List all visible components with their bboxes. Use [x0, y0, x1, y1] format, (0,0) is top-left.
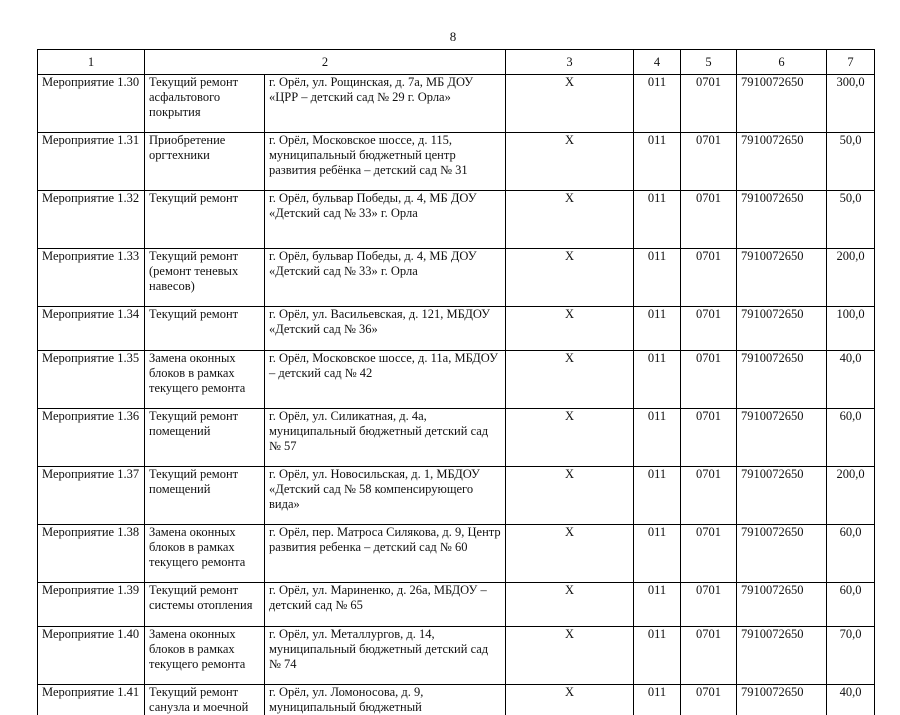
address: г. Орёл, ул. Металлургов, д. 14, муниципальный бюджетный детский сад № 74 — [265, 627, 506, 685]
event-number: Мероприятие 1.36 — [38, 409, 145, 467]
address: г. Орёл, ул. Силикатная, д. 4а, муниципальный бюджетный детский сад № 57 — [265, 409, 506, 467]
address: г. Орёл, пер. Матроса Силякова, д. 9, Центр развития ребенка – детский сад № 60 — [265, 525, 506, 583]
work-description: Текущий ремонт помещений — [145, 409, 265, 467]
col4-code: 011 — [634, 627, 681, 685]
column-number: 5 — [681, 50, 737, 75]
col6-code: 7910072650 — [737, 627, 827, 685]
col3-mark: Х — [506, 133, 634, 191]
col3-mark: Х — [506, 467, 634, 525]
col5-code: 0701 — [681, 467, 737, 525]
col3-mark: Х — [506, 409, 634, 467]
event-number: Мероприятие 1.38 — [38, 525, 145, 583]
amount: 100,0 — [827, 307, 875, 351]
column-number: 7 — [827, 50, 875, 75]
col5-code: 0701 — [681, 133, 737, 191]
event-number: Мероприятие 1.40 — [38, 627, 145, 685]
address: г. Орёл, бульвар Победы, д. 4, МБ ДОУ «Детский сад № 33» г. Орла — [265, 191, 506, 249]
page-number: 8 — [449, 29, 457, 44]
col5-code: 0701 — [681, 351, 737, 409]
event-number: Мероприятие 1.35 — [38, 351, 145, 409]
amount: 60,0 — [827, 409, 875, 467]
amount: 300,0 — [827, 75, 875, 133]
event-number: Мероприятие 1.31 — [38, 133, 145, 191]
work-description: Текущий ремонт помещений — [145, 467, 265, 525]
col3-mark: Х — [506, 351, 634, 409]
address: г. Орёл, ул. Рощинская, д. 7а, МБ ДОУ «ЦРР – детский сад № 29 г. Орла» — [265, 75, 506, 133]
col5-code: 0701 — [681, 583, 737, 627]
address: г. Орёл, ул. Мариненко, д. 26а, МБДОУ – детский сад № 65 — [265, 583, 506, 627]
col6-code: 7910072650 — [737, 685, 827, 715]
col6-code: 7910072650 — [737, 75, 827, 133]
col5-code: 0701 — [681, 191, 737, 249]
col5-code: 0701 — [681, 627, 737, 685]
address: г. Орёл, бульвар Победы, д. 4, МБ ДОУ «Детский сад № 33» г. Орла — [265, 249, 506, 307]
amount: 60,0 — [827, 583, 875, 627]
col4-code: 011 — [634, 409, 681, 467]
col4-code: 011 — [634, 191, 681, 249]
col4-code: 011 — [634, 467, 681, 525]
work-description: Замена оконных блоков в рамках текущего ремонта — [145, 525, 265, 583]
col3-mark: Х — [506, 685, 634, 715]
col5-code: 0701 — [681, 75, 737, 133]
col6-code: 7910072650 — [737, 467, 827, 525]
col5-code: 0701 — [681, 307, 737, 351]
event-number: Мероприятие 1.37 — [38, 467, 145, 525]
col5-code: 0701 — [681, 685, 737, 715]
event-number: Мероприятие 1.30 — [38, 75, 145, 133]
address: г. Орёл, Московское шоссе, д. 115, муниципальный бюджетный центр развития ребёнка – детский сад № 31 — [265, 133, 506, 191]
column-number: 1 — [38, 50, 145, 75]
col3-mark: Х — [506, 627, 634, 685]
col6-code: 7910072650 — [737, 249, 827, 307]
col4-code: 011 — [634, 583, 681, 627]
col6-code: 7910072650 — [737, 307, 827, 351]
col3-mark: Х — [506, 307, 634, 351]
col6-code: 7910072650 — [737, 525, 827, 583]
event-number: Мероприятие 1.33 — [38, 249, 145, 307]
col5-code: 0701 — [681, 249, 737, 307]
event-number: Мероприятие 1.41 — [38, 685, 145, 715]
amount: 200,0 — [827, 467, 875, 525]
col6-code: 7910072650 — [737, 409, 827, 467]
col6-code: 7910072650 — [737, 351, 827, 409]
column-number: 4 — [634, 50, 681, 75]
work-description: Текущий ремонт санузла и моечной — [145, 685, 265, 715]
column-number: 6 — [737, 50, 827, 75]
col5-code: 0701 — [681, 409, 737, 467]
col4-code: 011 — [634, 133, 681, 191]
col4-code: 011 — [634, 249, 681, 307]
column-number: 3 — [506, 50, 634, 75]
col4-code: 011 — [634, 307, 681, 351]
amount: 60,0 — [827, 525, 875, 583]
amount: 50,0 — [827, 133, 875, 191]
col4-code: 011 — [634, 351, 681, 409]
table-header-row — [38, 50, 875, 75]
amount: 200,0 — [827, 249, 875, 307]
event-number: Мероприятие 1.32 — [38, 191, 145, 249]
col3-mark: Х — [506, 583, 634, 627]
amount: 40,0 — [827, 351, 875, 409]
col4-code: 011 — [634, 685, 681, 715]
work-description: Текущий ремонт системы отопления — [145, 583, 265, 627]
col6-code: 7910072650 — [737, 191, 827, 249]
col5-code: 0701 — [681, 525, 737, 583]
work-description: Текущий ремонт — [145, 191, 265, 249]
work-description: Текущий ремонт асфальтового покрытия — [145, 75, 265, 133]
work-description: Текущий ремонт — [145, 307, 265, 351]
work-description: Текущий ремонт (ремонт теневых навесов) — [145, 249, 265, 307]
event-number: Мероприятие 1.34 — [38, 307, 145, 351]
budget-table — [37, 49, 875, 715]
col3-mark: Х — [506, 75, 634, 133]
col4-code: 011 — [634, 525, 681, 583]
address: г. Орёл, Московское шоссе, д. 11а, МБДОУ – детский сад № 42 — [265, 351, 506, 409]
work-description: Замена оконных блоков в рамках текущего ремонта — [145, 627, 265, 685]
col6-code: 7910072650 — [737, 583, 827, 627]
col3-mark: Х — [506, 249, 634, 307]
col3-mark: Х — [506, 191, 634, 249]
amount: 40,0 — [827, 685, 875, 715]
address: г. Орёл, ул. Новосильская, д. 1, МБДОУ «Детский сад № 58 компенсирующего вида» — [265, 467, 506, 525]
column-number: 2 — [145, 50, 506, 75]
amount: 50,0 — [827, 191, 875, 249]
amount: 70,0 — [827, 627, 875, 685]
address: г. Орёл, ул. Васильевская, д. 121, МБДОУ «Детский сад № 36» — [265, 307, 506, 351]
work-description: Приобретение оргтехники — [145, 133, 265, 191]
col3-mark: Х — [506, 525, 634, 583]
address: г. Орёл, ул. Ломоносова, д. 9, муниципальный бюджетный — [265, 685, 506, 715]
col4-code: 011 — [634, 75, 681, 133]
event-number: Мероприятие 1.39 — [38, 583, 145, 627]
col6-code: 7910072650 — [737, 133, 827, 191]
work-description: Замена оконных блоков в рамках текущего ремонта — [145, 351, 265, 409]
